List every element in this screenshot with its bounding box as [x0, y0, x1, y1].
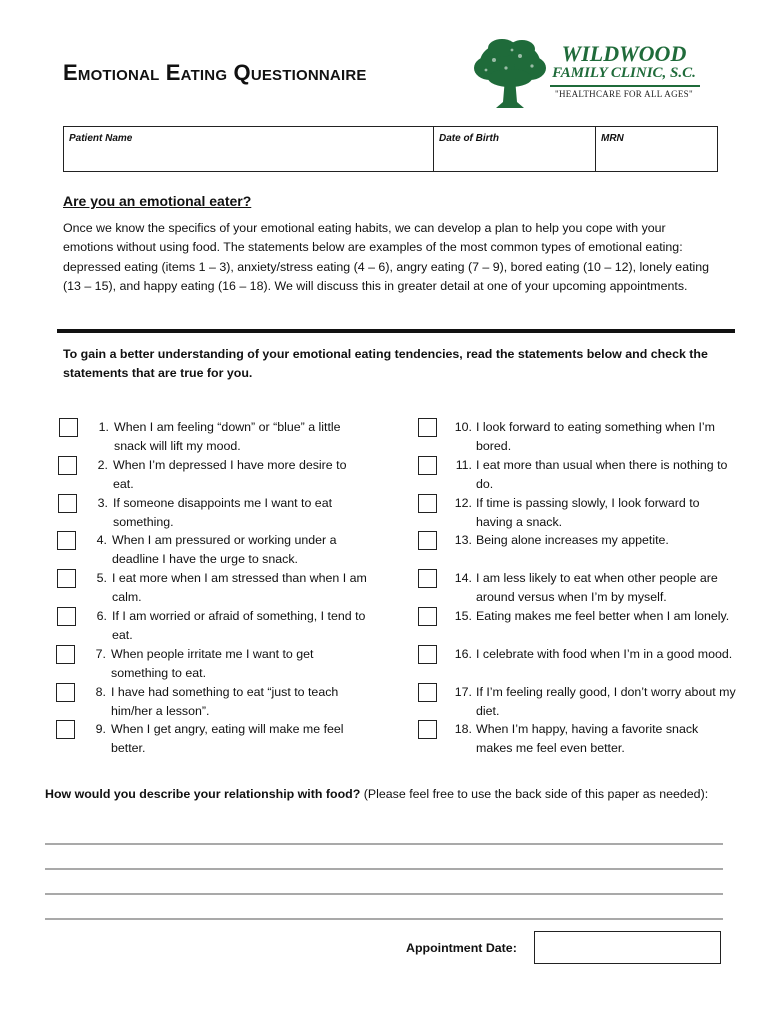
question-prompt: How would you describe your relationship with food?: [45, 787, 361, 801]
statement-number: 17.: [454, 685, 472, 699]
document-title: Emotional Eating Questionnaire: [63, 60, 367, 85]
statement-text: Eating makes me feel better when I am lonely.: [476, 609, 730, 623]
statement-checkbox[interactable]: [59, 418, 78, 437]
section-heading: Are you an emotional eater?: [63, 193, 252, 209]
appointment-date-field[interactable]: [534, 931, 721, 964]
statement-item: [418, 720, 718, 758]
statement-item: [58, 456, 358, 494]
statement-text: When people irritate me I want to get something to eat.: [111, 647, 314, 680]
statement-checkbox[interactable]: [418, 683, 437, 702]
statement-item: [418, 569, 718, 607]
statement-number: 6.: [96, 609, 107, 623]
statement-checkbox[interactable]: [418, 456, 437, 475]
instructions: To gain a better understanding of your emotional eating tendencies, read the statements below and check the statements that are true for you.: [63, 347, 708, 380]
statement-item: [56, 683, 356, 721]
tree-icon: [472, 38, 548, 110]
statement-number: 11.: [455, 458, 472, 472]
statement-text: I am less likely to eat when other people are around versus when I’m by myself.: [476, 571, 718, 604]
statement-number: 14.: [454, 571, 472, 585]
appointment-date-label: Appointment Date:: [406, 941, 517, 955]
statement-number: 12.: [454, 496, 472, 510]
statement-item: [59, 418, 359, 456]
question-note: (Please feel free to use the back side of this paper as needed):: [360, 787, 709, 801]
statement-text: If time is passing slowly, I look forward to having a snack.: [476, 496, 700, 529]
statement-number: 16.: [454, 647, 472, 661]
clinic-logo: [472, 38, 704, 110]
statement-checkbox[interactable]: [418, 569, 437, 588]
statement-item: [418, 456, 728, 494]
answer-line[interactable]: [45, 918, 723, 920]
statement-checkbox[interactable]: [418, 607, 437, 626]
statement-item: [56, 720, 356, 758]
statement-checkbox[interactable]: [57, 607, 76, 626]
statement-item: [418, 645, 733, 683]
statement-checkbox[interactable]: [418, 418, 437, 437]
date-of-birth-label: Date of Birth: [439, 133, 499, 144]
statement-number: 13.: [454, 533, 472, 547]
statement-checkbox[interactable]: [418, 531, 437, 550]
statement-number: 9.: [95, 722, 106, 736]
patient-name-field[interactable]: [64, 127, 434, 171]
statement-item: [57, 569, 367, 607]
statement-number: 15.: [454, 609, 472, 623]
logo-divider: [550, 85, 700, 87]
answer-line[interactable]: [45, 868, 723, 870]
statement-item: [56, 645, 356, 683]
statement-number: 2.: [97, 458, 108, 472]
statement-item: [418, 494, 718, 532]
statement-checkbox[interactable]: [56, 720, 75, 739]
statement-checkbox[interactable]: [418, 494, 437, 513]
clinic-name: WILDWOOD: [561, 41, 687, 66]
statement-checkbox[interactable]: [58, 456, 77, 475]
statement-checkbox[interactable]: [57, 569, 76, 588]
mrn-field[interactable]: [596, 127, 717, 171]
statement-text: If I’m feeling really good, I don’t worry about my diet.: [476, 685, 736, 718]
statement-checkbox[interactable]: [418, 720, 437, 739]
statement-item: [57, 531, 357, 569]
statement-number: 4.: [96, 533, 107, 547]
statement-text: When I am feeling “down” or “blue” a little snack will lift my mood.: [114, 420, 341, 453]
statement-text: If I am worried or afraid of something, I tend to eat.: [112, 609, 366, 642]
statement-number: 1.: [98, 420, 109, 434]
statement-item: [58, 494, 358, 532]
statement-item: [418, 531, 718, 569]
intro-paragraph: Once we know the specifics of your emotional eating habits, we can develop a plan to help you cope with your emotions without using food. The statements below are examples of the most common types of emotional eating: depressed eating (items 1 – 3), anxiety/stress eating (4 – 6), angry eating (7 – 9), bored eating (10 – 12), lonely eating (13 – 15), and happy eating (16 – 18). We will discuss this in greater detail at one of your upcoming appointments.: [63, 221, 710, 293]
date-of-birth-field[interactable]: [434, 127, 596, 171]
statement-text: I eat more than usual when there is nothing to do.: [476, 458, 728, 491]
statement-checkbox[interactable]: [57, 531, 76, 550]
statement-number: 3.: [97, 496, 108, 510]
statement-text: When I am pressured or working under a deadline I have the urge to snack.: [112, 533, 337, 566]
statement-item: [418, 683, 736, 721]
patient-name-label: Patient Name: [69, 133, 133, 144]
statement-checkbox[interactable]: [418, 645, 437, 664]
statement-text: When I get angry, eating will make me feel better.: [111, 722, 344, 755]
statement-checkbox[interactable]: [58, 494, 77, 513]
statement-item: [418, 418, 718, 456]
answer-line[interactable]: [45, 843, 723, 845]
answer-line[interactable]: [45, 893, 723, 895]
statement-checkbox[interactable]: [56, 683, 75, 702]
statement-number: 8.: [95, 685, 106, 699]
clinic-tagline: "HEALTHCARE FOR ALL AGES": [555, 89, 693, 99]
clinic-subname: FAMILY CLINIC, S.C.: [552, 65, 696, 81]
statement-number: 7.: [95, 647, 106, 661]
patient-info-table: [63, 126, 718, 172]
statement-number: 5.: [96, 571, 107, 585]
statement-text: Being alone increases my appetite.: [476, 533, 669, 547]
statement-text: I have had something to eat “just to teach him/her a lesson”.: [111, 685, 339, 718]
statement-checkbox[interactable]: [56, 645, 75, 664]
statement-number: 18.: [454, 722, 472, 736]
statement-text: When I’m depressed I have more desire to eat.: [113, 458, 347, 491]
statement-text: I eat more when I am stressed than when I am calm.: [112, 571, 367, 604]
statement-text: If someone disappoints me I want to eat something.: [113, 496, 333, 529]
statement-text: When I’m happy, having a favorite snack makes me feel even better.: [476, 722, 699, 755]
section-divider: [57, 329, 735, 333]
statement-item: [57, 607, 366, 645]
mrn-label: MRN: [601, 133, 624, 144]
relationship-question: [45, 785, 725, 804]
statement-text: I celebrate with food when I’m in a good mood.: [476, 647, 733, 661]
statement-text: I look forward to eating something when I’m bored.: [476, 420, 715, 453]
statement-number: 10.: [454, 420, 472, 434]
statement-item: [418, 607, 730, 645]
